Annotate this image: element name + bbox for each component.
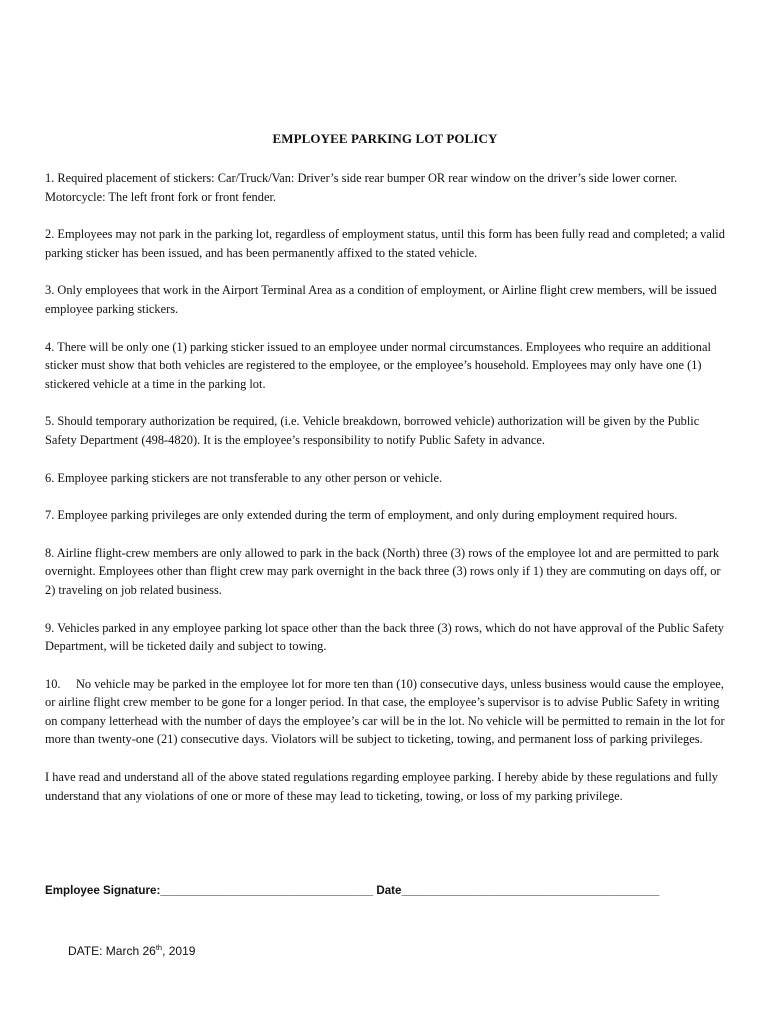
policy-item-7: 7. Employee parking privileges are only extended during the term of employment, and only during employment required hours. [45,508,678,523]
policy-item-5: 5. Should temporary authorization be required, (i.e. Vehicle breakdown, borrowed vehicle) authorization will be given by the Public Safety Department (498-4820). It is the employee’s responsibility to notify Public Safety in advance. [45,414,700,447]
policy-item-6: 6. Employee parking stickers are not transferable to any other person or vehicle. [45,470,443,485]
policy-item-1: 1. Required placement of stickers: Car/Truck/Van: Driver’s side rear bumper OR rear window on the driver’s side lower corner. Motorcycle: The left front fork or front fender. [45,171,678,204]
signature-date-line[interactable]: Employee Signature:_________________________________ Date________________________________________ [45,884,660,897]
date-ordinal-suffix: th [155,943,163,952]
policy-item-3: 3. Only employees that work in the Airport Terminal Area as a condition of employment, or Airline flight crew members, will be issued employee parking stickers. [45,283,717,316]
policy-item-10: 10. No vehicle may be parked in the employee lot for more ten than (10) consecutive days, unless business would cause the employee, or airline flight crew member to be gone for a longer period. In that case, the employee’s supervisor is to advise Public Safety in writing on company letterhead with the number of days the employee’s car will be in the lot. No vehicle will be permitted to remain in the lot for more than twenty-one (21) consecutive days. Violators will be subject to ticketing, towing, and permanent loss of parking privileges. [45,676,725,747]
document-title: EMPLOYEE PARKING LOT POLICY [272,131,498,146]
policy-body [45,169,725,824]
policy-item-9: 9. Vehicles parked in any employee parking lot space other than the back three (3) rows, which do not have approval of the Public Safety Department, will be ticketed daily and subject to towing. [45,620,724,654]
document-date [68,943,195,958]
policy-item-2: 2. Employees may not park in the parking lot, regardless of employment status, until this form has been fully read and completed; a valid parking sticker has been issued, and has been permanently affixed to the stated vehicle. [45,227,725,260]
policy-item-4: 4. There will be only one (1) parking sticker issued to an employee under normal circumstances. Employees who require an additional sticker must show that both vehicles are registered to the employee, or the employee’s household. Employees may only have one (1) stickered vehicle at a time in the parking lot. [45,339,711,391]
date-year: , 2019 [162,944,196,958]
acknowledgement-statement: I have read and understand all of the above stated regulations regarding employee parking. I hereby abide by these regulations and fully understand that any violations of one or more of these may lead to ticketing, towing, or loss of my parking privilege. [45,770,718,803]
policy-item-8: 8. Airline flight-crew members are only allowed to park in the back (North) three (3) rows of the employee lot and are permitted to park overnight. Employees other than flight crew may park overnight in the back three (3) rows only if 1) they are commuting on days off, or 2) traveling on job related business. [45,545,721,597]
date-prefix: DATE: March 26 [68,944,156,958]
